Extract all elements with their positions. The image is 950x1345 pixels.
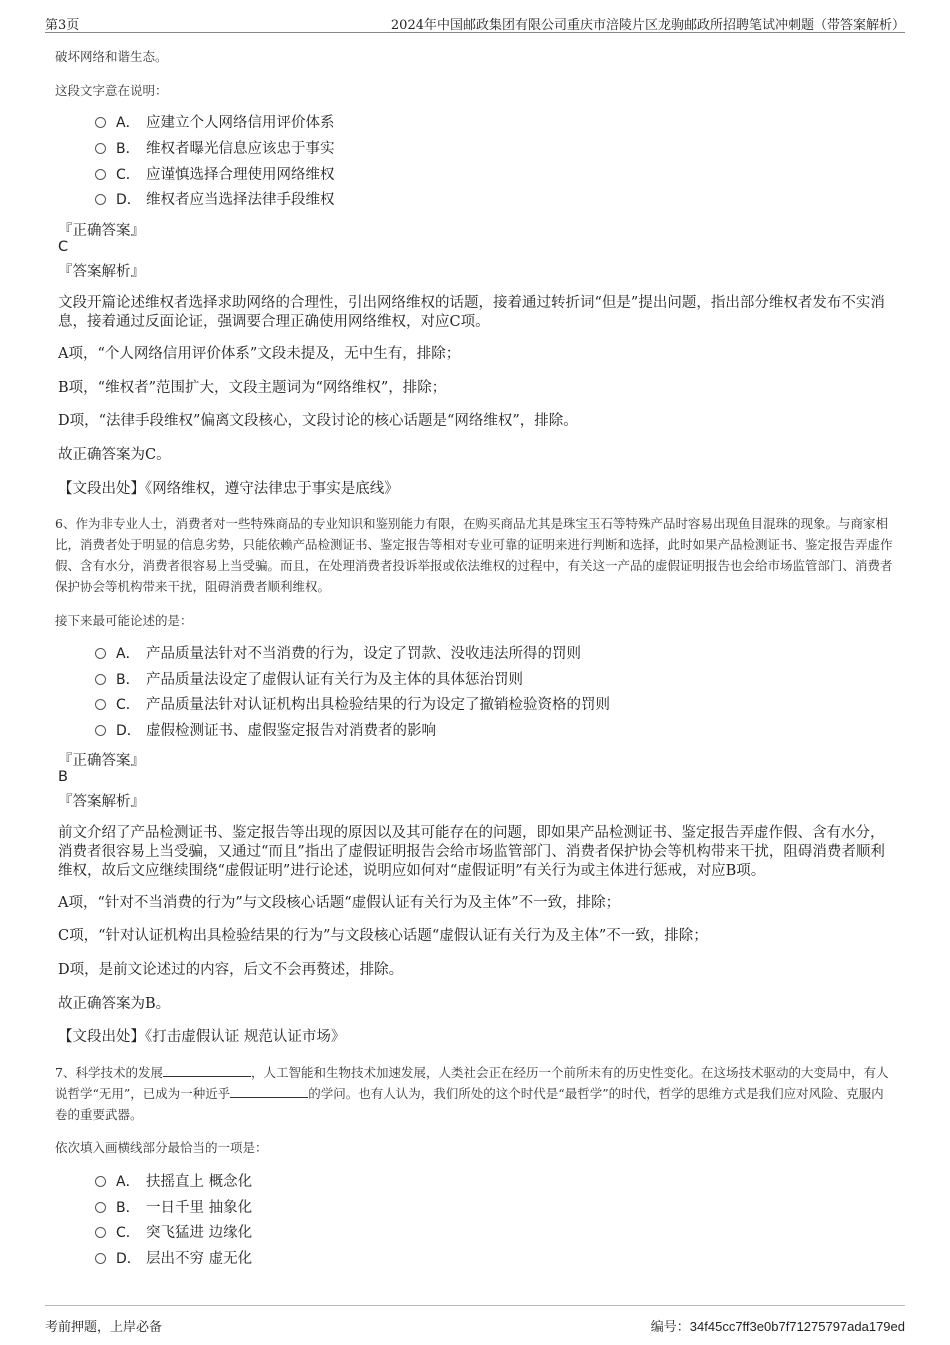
radio-icon[interactable] <box>95 1176 106 1187</box>
page-number: 第3页 <box>45 18 80 33</box>
q7-stem: 7、科学技术的发展 ，人工智能和生物技术加速发展，人类社会正在经历一个前所未有的历史性变化。在这场技术驱动的大变局中，有人说哲学“无用”，已成为一种近乎 的学问。也有人认为，我们所处的这个时代是“最哲学”的时代，哲学的思维方式是我们应对风险、克服内卷的重要武器。 <box>55 1065 889 1122</box>
q5-prompt: 这段文字意在说明： <box>55 83 168 98</box>
q5-answer: C <box>58 239 69 255</box>
footer-id: 编号：34f45cc7ff3e0b7f71275797ada179ed <box>650 1319 905 1335</box>
q7-option-d[interactable]: D． 层出不穷 虚无化 <box>95 1248 252 1270</box>
radio-icon[interactable] <box>95 143 106 154</box>
radio-icon[interactable] <box>95 1253 106 1264</box>
q5-answer-label: 『正确答案』 <box>58 223 145 239</box>
radio-icon[interactable] <box>95 117 106 128</box>
q6-option-c[interactable]: C． 产品质量法针对认证机构出具检验结果的行为设定了撤销检验资格的罚则 <box>95 694 610 716</box>
radio-icon[interactable] <box>95 699 106 710</box>
q6-option-d[interactable]: D． 虚假检测证书、虚假鉴定报告对消费者的影响 <box>95 720 436 742</box>
q6-source: 【文段出处】《打击虚假认证 规范认证市场》 <box>58 1029 346 1045</box>
q6-analysis-c: C项，“针对认证机构出具检验结果的行为”与文段核心话题“虚假认证有关行为及主体”不一致，排除； <box>58 928 708 944</box>
radio-icon[interactable] <box>95 674 106 685</box>
q6-option-b[interactable]: B． 产品质量法设定了虚假认证有关行为及主体的具体惩治罚则 <box>95 669 523 691</box>
q6-answer: B <box>58 769 68 785</box>
fill-blank-1 <box>163 1064 251 1077</box>
q6-answer-label: 『正确答案』 <box>58 753 145 769</box>
radio-icon[interactable] <box>95 169 106 180</box>
q5-option-a[interactable]: A． 应建立个人网络信用评价体系 <box>95 112 335 134</box>
document-title: 2024年中国邮政集团有限公司重庆市涪陵片区龙驹邮政所招聘笔试冲刺题（带答案解析） <box>390 18 905 33</box>
q5-analysis-main: 文段开篇论述维权者选择求助网络的合理性，引出网络维权的话题，接着通过转折词“但是”提出问题，指出部分维权者发布不实消息，接着通过反面论证，强调要合理正确使用网络维权，对应C项。 <box>58 295 885 330</box>
q5-analysis-a: A项，“个人网络信用评价体系”文段未提及，无中生有，排除； <box>58 346 461 362</box>
q5-analysis-label: 『答案解析』 <box>58 264 145 280</box>
q5-option-c[interactable]: C． 应谨慎选择合理使用网络维权 <box>95 164 335 186</box>
q5-analysis-b: B项，“维权者”范围扩大，文段主题词为“网络维权”，排除； <box>58 380 447 396</box>
q7-prompt: 依次填入画横线部分最恰当的一项是： <box>55 1140 268 1155</box>
page-header <box>45 12 905 33</box>
q5-tail: 破坏网络和谐生态。 <box>55 49 168 64</box>
radio-icon[interactable] <box>95 1202 106 1213</box>
radio-icon[interactable] <box>95 1227 106 1238</box>
q6-analysis-a: A项，“针对不当消费的行为”与文段核心话题“虚假认证有关行为及主体”不一致，排除； <box>58 895 621 911</box>
q5-option-b[interactable]: B． 维权者曝光信息应该忠于事实 <box>95 138 335 160</box>
document-code: 34f45cc7ff3e0b7f71275797ada179ed <box>689 1319 905 1334</box>
footer-slogan: 考前押题，上岸必备 <box>45 1320 163 1335</box>
q6-analysis-main: 前文介绍了产品检测证书、鉴定报告等出现的原因以及其可能存在的问题，即如果产品检测证书、鉴定报告弄虚作假、含有水分，消费者很容易上当受骗，又通过“而且”指出了虚假证明报告会给市场监管部门、消费者保护协会等机构带来干扰，阻碍消费者顺利维权，故后文应继续围绕“虚假证明”进行论述，说明应如何对“虚假证明”有关行为或主体进行惩戒，对应B项。 <box>58 825 885 879</box>
q7-option-b[interactable]: B． 一日千里 抽象化 <box>95 1197 252 1219</box>
q6-stem: 6、作为非专业人士，消费者对一些特殊商品的专业知识和鉴别能力有限，在购买商品尤其是珠宝玉石等特殊产品时容易出现鱼目混珠的现象。与商家相比，消费者处于明显的信息劣势，只能依赖产品检测证书、鉴定报告等相对专业可靠的证明来进行判断和选择，此时如果产品检测证书、鉴定报告弄虚作假、含有水分，消费者很容易上当受骗。而且，在处理消费者投诉举报或依法维权的过程中，有关这一产品的虚假证明报告也会给市场监管部门、消费者保护协会等机构带来干扰，阻碍消费者顺利维权。 <box>55 516 893 594</box>
radio-icon[interactable] <box>95 648 106 659</box>
q5-analysis-d: D项，“法律手段维权”偏离文段核心，文段讨论的核心话题是“网络维权”，排除。 <box>58 413 578 429</box>
q5-option-d[interactable]: D． 维权者应当选择法律手段维权 <box>95 189 335 211</box>
q5-conclusion: 故正确答案为C。 <box>58 447 171 463</box>
page-footer <box>45 1305 905 1336</box>
radio-icon[interactable] <box>95 194 106 205</box>
q6-analysis-d: D项，是前文论述过的内容，后文不会再赘述，排除。 <box>58 962 404 978</box>
q7-option-c[interactable]: C． 突飞猛进 边缘化 <box>95 1222 252 1244</box>
fill-blank-2 <box>230 1085 308 1098</box>
q6-conclusion: 故正确答案为B。 <box>58 996 171 1012</box>
q6-analysis-label: 『答案解析』 <box>58 794 145 810</box>
q5-source: 【文段出处】《网络维权，遵守法律忠于事实是底线》 <box>58 481 399 497</box>
q6-prompt: 接下来最可能论述的是： <box>55 613 193 628</box>
q6-option-a[interactable]: A． 产品质量法针对不当消费的行为，设定了罚款、没收违法所得的罚则 <box>95 643 581 665</box>
radio-icon[interactable] <box>95 725 106 736</box>
q7-option-a[interactable]: A． 扶摇直上 概念化 <box>95 1171 252 1193</box>
